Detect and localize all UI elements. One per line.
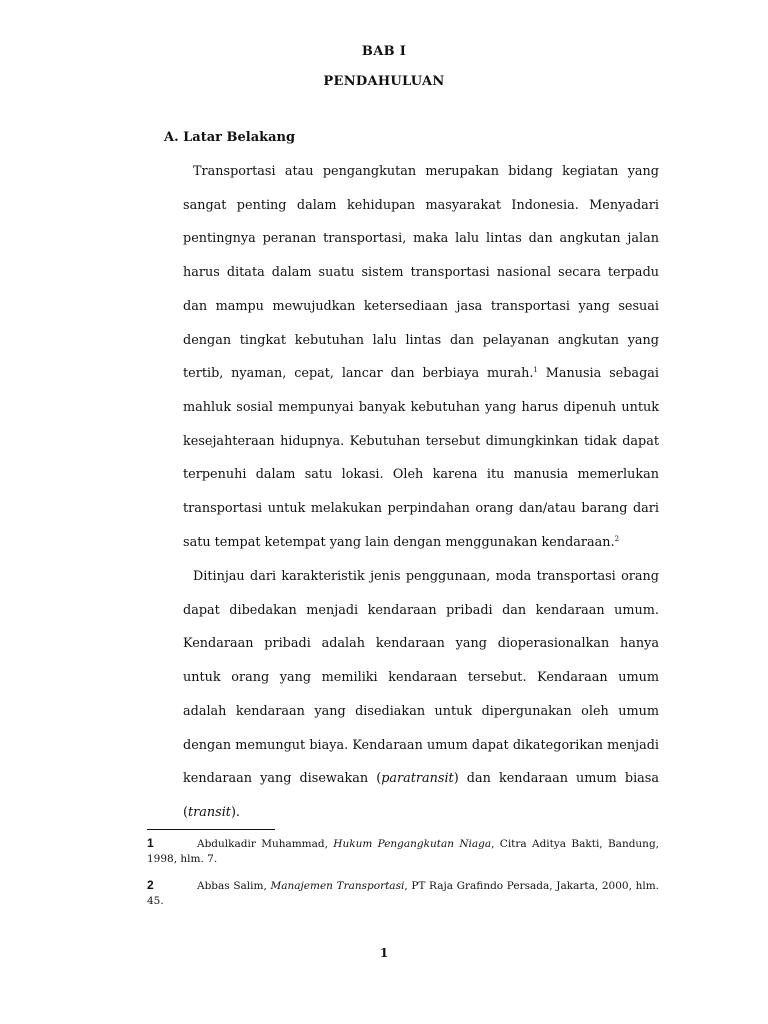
footnote-author: Abdulkadir Muhammad, — [197, 838, 334, 850]
paragraph-2-text-c: ). — [230, 804, 240, 820]
footnote-1 — [147, 836, 659, 867]
page-number: 1 — [379, 946, 389, 960]
footnote-number: 1 — [147, 836, 154, 850]
footnote-2 — [147, 878, 659, 909]
paragraph-1-text-b: Manusia sebagai mahluk sosial mempunyai banyak kebutuhan yang harus dipenuh untuk kesejahteraan hidupnya. Kebutuhan tersebut dimungkinkan tidak dapat terpenuhi dalam satu lokasi. Oleh karena itu manusia memerlukan transportasi untuk melakukan perpindahan orang dan/atau barang dari satu tempat ketempat yang lain dengan menggunakan kendaraan. — [183, 366, 659, 550]
paragraph-2-text-b: ) dan kendaraan umum biasa ( — [183, 771, 659, 820]
term-transit: transit — [188, 804, 231, 820]
chapter-number: BAB I — [361, 44, 407, 59]
footnote-ref-1: 1 — [533, 366, 538, 375]
paragraph-2-text-a: Ditinjau dari karakteristik jenis penggunaan, moda transportasi orang dapat dibedakan menjadi kendaraan pribadi dan kendaraan umum. Kendaraan pribadi adalah kendaraan yang dioperasionalkan hanya untuk orang yang memiliki kendaraan tersebut. Kendaraan umum adalah kendaraan yang disediakan untuk dipergunakan oleh umum dengan memungut biaya. Kendaraan umum dapat dikategorikan menjadi kendaraan yang disewakan ( — [183, 569, 659, 787]
footnote-ref-2: 2 — [614, 534, 620, 543]
footnote-publisher: , PT Raja Grafindo Persada, Jakarta, 2000, hlm. 45. — [147, 880, 659, 907]
footnote-title: Hukum Pengangkutan Niaga — [333, 838, 492, 850]
body-paragraph-2 — [183, 560, 659, 830]
footnote-number: 2 — [147, 878, 154, 892]
footnote-author: Abbas Salim, — [197, 880, 271, 892]
section-heading: A. Latar Belakang — [164, 130, 296, 145]
footnote-publisher: , Citra Aditya Bakti, Bandung, 1998, hlm. 7. — [147, 838, 660, 865]
chapter-title: PENDAHULUAN — [323, 74, 445, 89]
footnote-title: Manajemen Transportasi — [270, 880, 405, 892]
footnote-separator — [147, 829, 275, 830]
body-paragraph-1 — [183, 155, 659, 559]
paragraph-1-text-a: Transportasi atau pengangkutan merupakan bidang kegiatan yang sangat penting dalam kehidupan masyarakat Indonesia. Menyadari pentingnya peranan transportasi, maka lalu lintas dan angkutan jalan harus ditata dalam suatu sistem transportasi nasional secara terpadu dan mampu mewujudkan ketersediaan jasa transportasi yang sesuai dengan tingkat kebutuhan lalu lintas dan pelayanan angkutan yang tertib, nyaman, cepat, lancar dan berbiaya murah. — [183, 164, 659, 382]
term-paratransit: paratransit — [381, 771, 454, 787]
